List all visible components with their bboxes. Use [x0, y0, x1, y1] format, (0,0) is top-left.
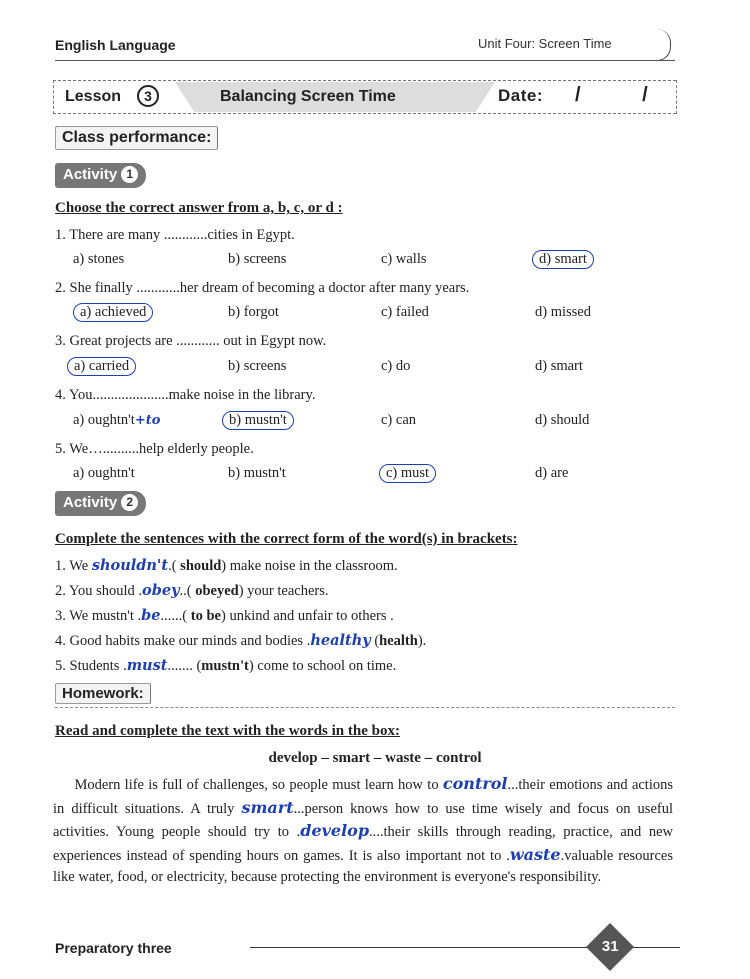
passage-part-3: ...person knows how to use time wisely and focus on useful activities. Young people should try to . — [53, 800, 673, 840]
q4-option-a-text: a) oughtn't — [73, 412, 135, 428]
activity-2-instruction: Complete the sentences with the correct form of the word(s) in brackets: — [55, 531, 518, 547]
passage-part-2: ...their emotions and actions in difficult situations. A truly — [53, 777, 674, 817]
sentence-4-post: ( — [370, 633, 380, 649]
question-5: 5. We…..........help elderly people. — [55, 441, 254, 457]
q4-option-d[interactable]: d) should — [535, 412, 590, 428]
date-field: / / — [575, 84, 676, 106]
lesson-title: Balancing Screen Time — [220, 88, 396, 105]
sentence-5-pre: 5. Students . — [55, 658, 127, 674]
sentence-3-rest: ) unkind and unfair to others . — [220, 608, 394, 624]
sentence-4-bracket: health — [379, 633, 418, 649]
q4-option-a[interactable] — [73, 412, 160, 429]
lesson-number: 3 — [137, 85, 159, 107]
sentence-2-rest: ) your teachers. — [238, 583, 329, 599]
q1-option-c[interactable]: c) walls — [381, 251, 427, 267]
question-3: 3. Great projects are ............ out in Egypt now. — [55, 333, 327, 349]
q5-option-c-selected[interactable]: c) must — [379, 464, 436, 483]
q5-option-a[interactable]: a) oughtn't — [73, 465, 135, 481]
footer-label: Preparatory three — [55, 940, 172, 956]
lesson-bar-left-edge — [53, 80, 54, 114]
sentence-5-rest: ) come to school on time. — [248, 658, 397, 674]
class-performance-label: Class performance: — [55, 126, 218, 150]
passage-answer-2[interactable]: smart — [241, 797, 294, 817]
activity-1-number: 1 — [121, 166, 138, 183]
passage-answer-4[interactable]: waste — [509, 844, 561, 864]
sentence-1 — [55, 557, 398, 575]
q3-option-a-selected[interactable]: a) carried — [67, 357, 136, 376]
q4-option-b-selected[interactable]: b) mustn't — [222, 411, 294, 430]
sentence-3-pre: 3. We mustn't . — [55, 608, 142, 624]
passage-part-5: .valuable resources like water, food, or electricity, because protecting the environment is everyone's responsibility. — [53, 847, 673, 885]
q3-option-d[interactable]: d) smart — [535, 358, 583, 374]
sentence-1-pre: 1. We — [55, 558, 92, 574]
q5-option-d[interactable]: d) are — [535, 465, 569, 481]
passage-part-1: Modern life is full of challenges, so people must learn how to — [74, 777, 443, 793]
activity-2-number: 2 — [121, 494, 138, 511]
date-label: Date: — [498, 86, 544, 105]
sentence-2-post: ..( — [179, 583, 196, 599]
q2-option-b[interactable]: b) forgot — [228, 304, 279, 320]
passage-part-4: ....their skills through reading, practice, and new experiences instead of spending hours on games. It is also important not to . — [53, 824, 673, 864]
word-box: develop – smart – waste – control — [268, 750, 482, 766]
question-1: 1. There are many ............cities in Egypt. — [55, 227, 295, 243]
sentence-5 — [55, 657, 396, 675]
sentence-5-answer[interactable]: must — [126, 657, 168, 674]
homework-label: Homework: — [55, 683, 151, 704]
activity-1-badge-label: Activity — [63, 166, 118, 183]
sentence-1-answer[interactable]: shouldn't — [91, 557, 169, 574]
sentence-3-post: ......( — [160, 608, 191, 624]
subject-title: English Language — [55, 37, 176, 53]
q1-option-d-selected[interactable]: d) smart — [532, 250, 594, 269]
passage-answer-3[interactable]: develop — [300, 821, 370, 840]
passage-answer-1[interactable]: control — [442, 774, 508, 793]
sentence-4-rest: ). — [417, 633, 427, 649]
activity-2-badge-label: Activity — [63, 494, 118, 511]
sentence-2-bracket: obeyed — [195, 583, 239, 599]
sentence-4-pre: 4. Good habits make our minds and bodies . — [55, 633, 311, 649]
question-4: 4. You.....................make noise in the library. — [55, 387, 316, 403]
q2-option-d[interactable]: d) missed — [535, 304, 591, 320]
sentence-3 — [55, 607, 394, 625]
lesson-bar-right-edge — [676, 80, 677, 114]
q1-option-b[interactable]: b) screens — [228, 251, 287, 267]
sentence-3-answer[interactable]: be — [141, 607, 161, 624]
page-number: 31 — [601, 938, 619, 955]
activity-1-instruction: Choose the correct answer from a, b, c, or d : — [55, 200, 343, 216]
homework-instruction: Read and complete the text with the words in the box: — [55, 723, 400, 739]
sentence-4 — [55, 632, 426, 650]
q2-option-c[interactable]: c) failed — [381, 304, 429, 320]
sentence-2 — [55, 582, 329, 600]
reading-passage — [53, 773, 673, 889]
sentence-2-pre: 2. You should . — [55, 583, 143, 599]
sentence-3-bracket: to be — [190, 608, 221, 624]
page-number-badge — [586, 923, 634, 971]
homework-divider — [55, 707, 675, 708]
q1-option-a[interactable]: a) stones — [73, 251, 125, 267]
header-divider — [55, 60, 675, 61]
sentence-5-post: ....... ( — [167, 658, 202, 674]
q4-handwritten-note: +to — [134, 413, 161, 428]
sentence-5-bracket: mustn't — [201, 658, 249, 674]
q3-option-b[interactable]: b) screens — [228, 358, 287, 374]
unit-title: Unit Four: Screen Time — [478, 36, 612, 51]
lesson-label: Lesson — [65, 88, 122, 105]
activity-2-badge — [55, 491, 146, 516]
sentence-1-rest: ) make noise in the classroom. — [221, 558, 398, 574]
q3-option-c[interactable]: c) do — [381, 358, 411, 374]
q4-option-c[interactable]: c) can — [381, 412, 417, 428]
activity-1-badge — [55, 163, 146, 188]
sentence-4-answer[interactable]: healthy — [310, 632, 371, 649]
sentence-1-bracket: should — [180, 558, 222, 574]
sentence-1-post: .( — [168, 558, 181, 574]
question-2: 2. She finally ............her dream of becoming a doctor after many years. — [55, 280, 470, 296]
sentence-2-answer[interactable]: obey — [142, 582, 180, 599]
q2-option-a-selected[interactable]: a) achieved — [73, 303, 153, 322]
q5-option-b[interactable]: b) mustn't — [228, 465, 286, 481]
